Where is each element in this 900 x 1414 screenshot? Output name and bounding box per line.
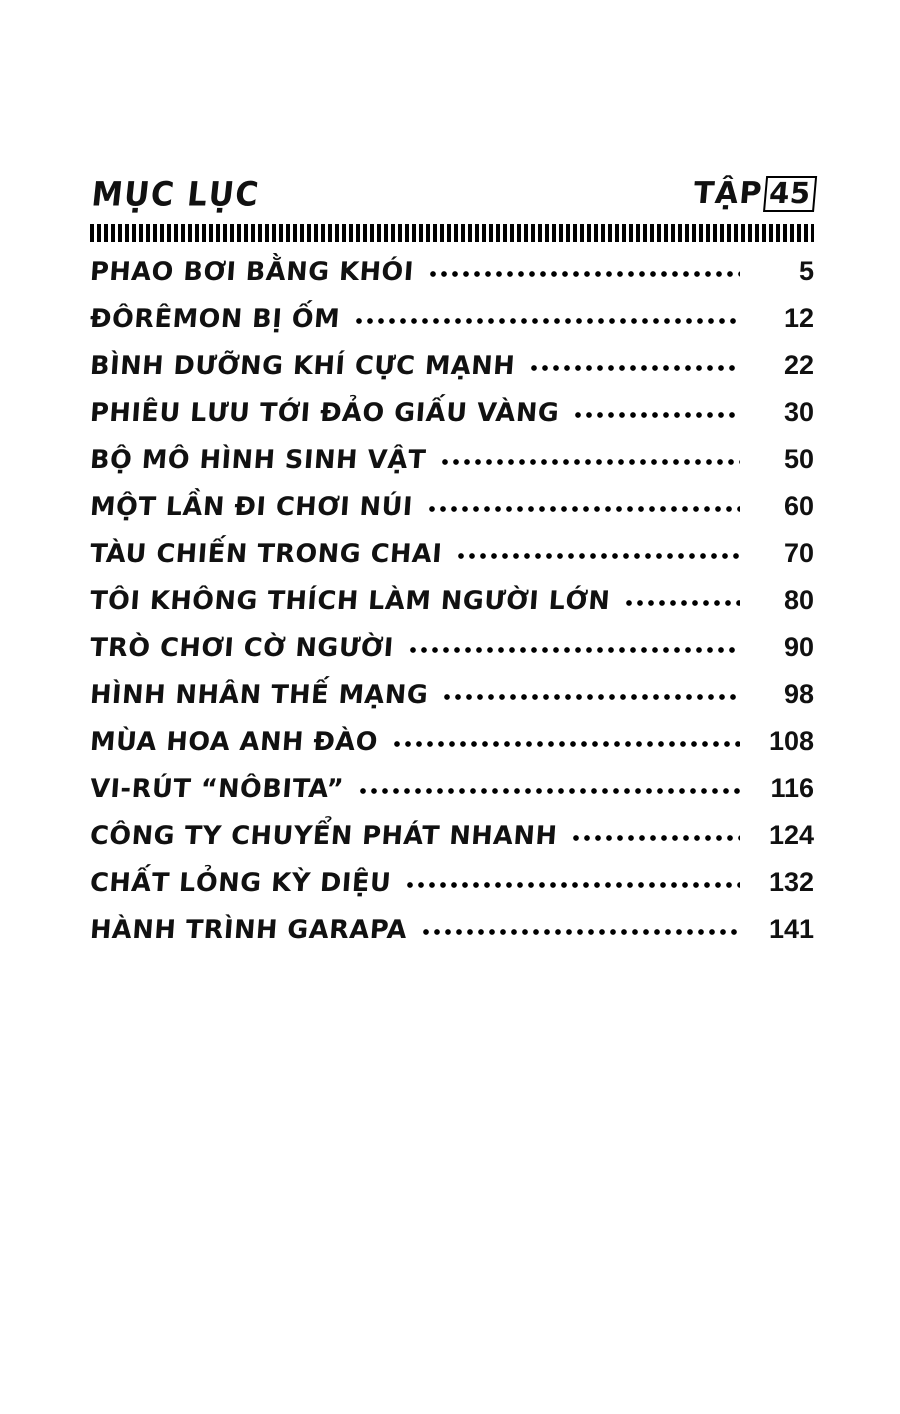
volume-number-box: 45 <box>763 176 818 212</box>
toc-entry-page-number: 60 <box>783 491 814 521</box>
toc-entry[interactable] <box>90 399 814 446</box>
toc-dot-leader <box>356 311 740 327</box>
toc-dot-leader <box>394 734 740 750</box>
toc-entry-title: TÀU CHIẾN TRONG CHAI <box>89 539 444 569</box>
toc-entry[interactable] <box>90 446 814 493</box>
table-of-contents <box>90 168 814 963</box>
toc-entry[interactable] <box>90 916 814 963</box>
toc-entry[interactable] <box>90 258 814 305</box>
toc-entry-title: PHIÊU LƯU TỚI ĐẢO GIẤU VÀNG <box>89 398 561 428</box>
toc-entry[interactable] <box>90 822 814 869</box>
toc-entry-title: VI-RÚT “NÔBITA” <box>89 774 345 804</box>
toc-entry-page-number: 116 <box>770 773 814 803</box>
toc-header <box>89 168 814 215</box>
toc-entry[interactable] <box>90 540 814 587</box>
toc-entry-page-number: 108 <box>768 726 814 756</box>
toc-entry-title: HÀNH TRÌNH GARAPA <box>89 915 409 945</box>
toc-entry-page-number: 80 <box>783 585 814 615</box>
toc-entry-page-number: 98 <box>783 679 814 709</box>
toc-dot-leader <box>575 405 740 421</box>
toc-dot-leader <box>430 264 740 280</box>
volume-label: TẬP <box>692 176 764 211</box>
toc-entry[interactable] <box>90 634 814 681</box>
toc-dot-leader <box>458 546 740 562</box>
toc-dot-leader <box>360 781 740 797</box>
toc-entry-page-number: 124 <box>768 820 814 850</box>
toc-dot-leader <box>626 593 740 609</box>
toc-entry-page-number: 70 <box>783 538 814 568</box>
toc-dot-leader <box>407 875 740 891</box>
toc-entry-page-number: 141 <box>768 914 814 944</box>
toc-entry-title: MỘT LẦN ĐI CHƠI NÚI <box>89 492 415 522</box>
toc-dot-leader <box>410 640 740 656</box>
toc-entry-page-number: 5 <box>798 256 814 286</box>
page-title: MỤC LỤC <box>89 175 262 215</box>
toc-dot-leader <box>429 499 740 515</box>
toc-entry-title: HÌNH NHÂN THẾ MẠNG <box>89 680 430 710</box>
toc-entry-page-number: 50 <box>783 444 814 474</box>
toc-entry[interactable] <box>90 352 814 399</box>
toc-entry-title: ĐÔRÊMON BỊ ỐM <box>89 304 342 334</box>
toc-entry-page-number: 132 <box>768 867 814 897</box>
toc-entry-title: TÔI KHÔNG THÍCH LÀM NGƯỜI LỚN <box>89 586 612 616</box>
toc-entry-title: CÔNG TY CHUYỂN PHÁT NHANH <box>89 821 559 851</box>
toc-entry-list <box>90 258 814 963</box>
toc-dot-leader <box>423 922 740 938</box>
toc-entry-title: MÙA HOA ANH ĐÀO <box>89 727 380 757</box>
toc-entry[interactable] <box>90 493 814 540</box>
toc-dot-leader <box>444 687 740 703</box>
toc-entry-page-number: 22 <box>783 350 814 380</box>
toc-entry-title: PHAO BƠI BẰNG KHÓI <box>89 257 415 287</box>
toc-entry-page-number: 12 <box>783 303 814 333</box>
toc-entry-page-number: 90 <box>783 632 814 662</box>
toc-entry-title: BÌNH DƯỠNG KHÍ CỰC MẠNH <box>89 351 517 381</box>
toc-entry[interactable] <box>90 587 814 634</box>
toc-entry[interactable] <box>90 869 814 916</box>
toc-entry-title: CHẤT LỎNG KỲ DIỆU <box>89 868 393 898</box>
toc-entry-title: TRÒ CHƠI CỜ NGƯỜI <box>89 633 395 663</box>
comb-divider <box>90 224 814 242</box>
toc-entry[interactable] <box>90 728 814 775</box>
toc-dot-leader <box>442 452 740 468</box>
toc-entry-title: BỘ MÔ HÌNH SINH VẬT <box>89 445 428 475</box>
volume-indicator <box>692 176 817 212</box>
toc-dot-leader <box>531 358 740 374</box>
toc-entry[interactable] <box>90 775 814 822</box>
toc-entry-page-number: 30 <box>783 397 814 427</box>
toc-dot-leader <box>573 828 740 844</box>
toc-entry[interactable] <box>90 305 814 352</box>
toc-entry[interactable] <box>90 681 814 728</box>
